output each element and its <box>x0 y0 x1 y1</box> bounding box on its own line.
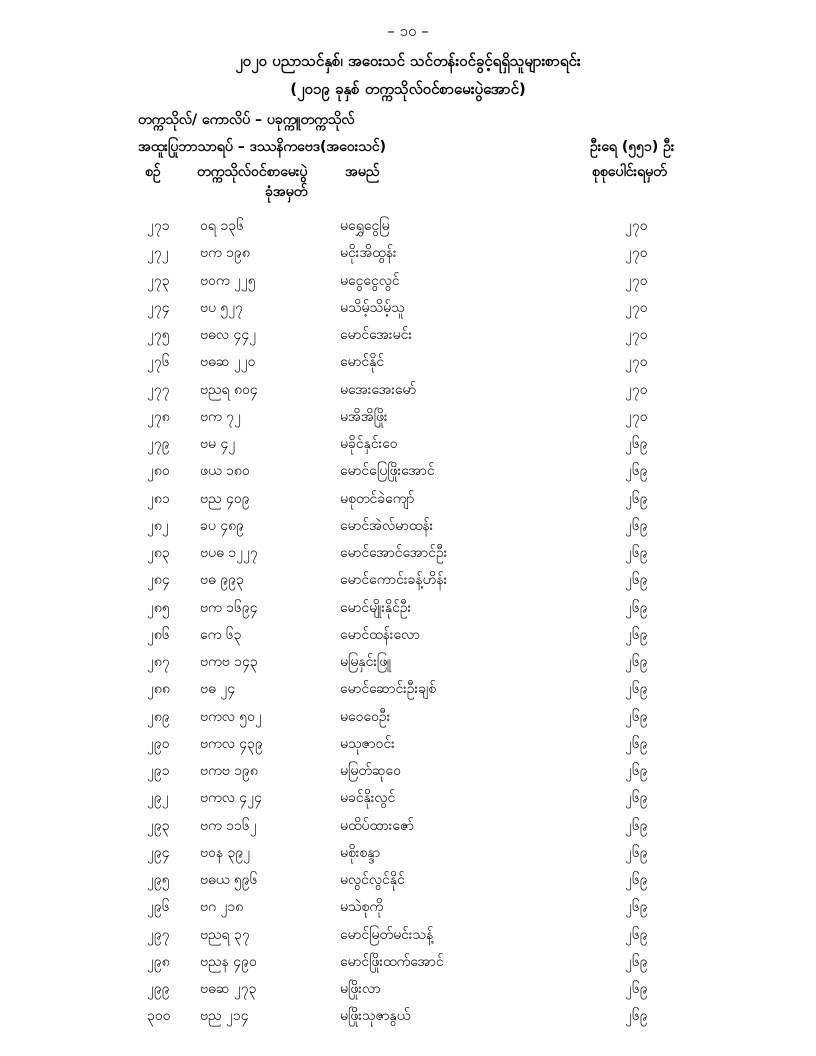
row-number: ၂၈၅ <box>147 599 170 616</box>
total-mark: ၂၆၉ <box>625 436 648 452</box>
total-mark: ၂၆၉ <box>625 517 648 534</box>
row-number: ၂၇၇ <box>147 381 170 398</box>
table-row <box>0 757 816 784</box>
roll-number: ဗကလ ၄၃၉ <box>200 735 263 752</box>
total-mark: ၂၇၀ <box>625 272 648 289</box>
table-row <box>0 376 816 403</box>
table-row <box>0 675 816 702</box>
total-mark: ၂၇၀ <box>625 299 648 316</box>
total-mark: ၂၇၀ <box>625 245 648 262</box>
table-row <box>0 321 816 348</box>
faculty-line: တက္ကသိုလ်/ ကောလိပ် – ပခုက္ကူတက္ကသိုလ် <box>138 112 355 128</box>
roll-number: ဝရ ၁၃၆ <box>200 218 244 234</box>
student-name: မောင်မြတ်မင်းသန့် <box>340 926 434 943</box>
row-number: ၂၉၀ <box>147 735 170 752</box>
row-number: ၂၈၄ <box>147 572 170 589</box>
roll-number: ဗဓဆ ၂၂၀ <box>200 354 256 371</box>
table-row <box>0 539 816 566</box>
roll-number: ဗကဗ ၁၄၃ <box>200 654 258 670</box>
row-number: ၂၉၈ <box>147 953 170 970</box>
roll-number: ဗကလ ၄၂၄ <box>200 790 262 807</box>
student-name: မောင်ထန်းလော <box>340 626 420 643</box>
total-mark: ၂၆၉ <box>625 981 648 997</box>
roll-number: ဗပဓ ၁၂၂၇ <box>200 545 258 561</box>
table-row <box>0 294 816 321</box>
table-row <box>0 948 816 975</box>
roll-number: ဗဝက ၂၂၅ <box>200 272 256 289</box>
table-row <box>0 621 816 648</box>
table-row <box>0 239 816 266</box>
student-name: မစုတင်ခဲကျော် <box>340 490 415 507</box>
total-mark: ၂၆၉ <box>625 735 648 752</box>
row-number: ၂၉၃ <box>147 817 170 834</box>
row-number: ၂၇၂ <box>147 245 169 262</box>
row-number: ၃၀၀ <box>147 1008 171 1025</box>
row-number: ၂၈၇ <box>147 654 170 670</box>
table-row <box>0 866 816 893</box>
row-number: ၂၈၁ <box>147 490 170 507</box>
row-number: ၂၉၂ <box>147 790 169 807</box>
total-mark: ၂၇၀ <box>625 354 648 371</box>
student-name: မခင်နိုးလွင် <box>340 790 396 807</box>
total-mark: ၂၇၀ <box>625 218 648 234</box>
roll-number: ဗညရ ၈၀၄ <box>200 381 258 398</box>
table-row <box>0 485 816 512</box>
student-name: မစိုးစန္ဒာ <box>340 844 381 861</box>
roll-number: ဗည ၂၁၄ <box>200 1008 249 1025</box>
student-name: မခိုင်နှင်းဝေ <box>340 436 398 452</box>
student-name: မမြတ်ဆုဝေ <box>340 763 401 779</box>
total-mark: ၂၆၉ <box>625 545 648 561</box>
table-row <box>0 212 816 239</box>
document-subtitle: (၂၀၁၉ ခုနှစ် တက္ကသိုလ်ဝင်စာမေးပွဲအောင်) <box>290 80 526 98</box>
row-number: ၂၈၉ <box>147 708 170 725</box>
table-row <box>0 839 816 866</box>
column-header-name: အမည် <box>345 164 380 180</box>
table-row <box>0 730 816 757</box>
total-mark: ၂၆၉ <box>625 763 648 779</box>
total-mark: ၂၆၉ <box>625 1008 648 1025</box>
total-mark: ၂၇၀ <box>625 381 648 398</box>
total-mark: ၂၆၉ <box>625 599 648 616</box>
roll-number: ဗက ၇၂ <box>200 408 241 425</box>
student-name: မောင်အေးမင်း <box>340 327 412 343</box>
total-mark: ၂၆၉ <box>625 872 648 888</box>
roll-number: ဗညရ ၃၇ <box>200 926 250 943</box>
total-mark: ၂၆၉ <box>625 681 648 698</box>
table-row <box>0 975 816 1002</box>
table-row <box>0 703 816 730</box>
table-row <box>0 893 816 920</box>
roll-number: ဗက ၁၉၈ <box>200 245 250 262</box>
total-count: ဦးရေ (၅၅၁) ဦး <box>590 139 675 155</box>
table-row <box>0 267 816 294</box>
table-row <box>0 921 816 948</box>
roll-number: ဗမ ၄၂ <box>200 436 236 452</box>
table-row <box>0 566 816 593</box>
roll-number: ဗက ၁၁၆၂ <box>200 817 257 834</box>
roll-number: ဗဓလ ၄၄၂ <box>200 327 257 343</box>
row-number: ၂၇၈ <box>147 408 170 425</box>
column-header-roll-sub: ခုံအမှတ် <box>265 184 308 200</box>
total-mark: ၂၇၀ <box>625 408 648 425</box>
column-header-no: စဉ် <box>145 164 161 180</box>
table-row <box>0 430 816 457</box>
row-number: ၂၈၆ <box>147 626 170 643</box>
document-title: ၂၀၂၀ ပညာသင်နှစ်၊ အဝေးသင် သင်တန်းဝင်ခွင့်ရရှိသူများစာရင်း <box>235 52 581 70</box>
department-line: အထူးပြုဘာသာရပ် – ဒဿနိကဗေဒ(အဝေးသင်) <box>138 139 386 155</box>
total-mark: ၂၆၉ <box>625 708 648 725</box>
page-number: – ၁၀ – <box>387 22 429 40</box>
total-mark: ၂၆၉ <box>625 926 648 943</box>
student-name: မောင်ဆောင်းဦးချစ် <box>340 681 437 698</box>
total-mark: ၂၆၉ <box>625 463 648 480</box>
roll-number: ဗပ ၅၂၇ <box>200 299 244 316</box>
table-row <box>0 403 816 430</box>
roll-number: ဗညန ၄၉၀ <box>200 953 257 970</box>
student-name: မထိပ်ထားဇော် <box>340 817 415 834</box>
roll-number: ဗကလ ၅၀၂ <box>200 708 262 725</box>
student-name: မလွင်လွင်နိုင် <box>340 872 405 888</box>
student-name: မငွေငွေလွင် <box>340 272 400 289</box>
student-name: မောင်ဖြိုးထက်အောင် <box>340 953 444 970</box>
roll-number: ဗဓ ၉၉၃ <box>200 572 244 589</box>
student-name: မောင်အောင်အောင်ဦး <box>340 545 448 561</box>
row-number: ၂၉၉ <box>147 981 170 997</box>
roll-number: ဗဓဆ ၂၇၃ <box>200 981 257 997</box>
student-name: မသဲစုကို <box>340 899 384 916</box>
roll-number: ဖယ ၁၈၀ <box>200 463 250 480</box>
table-row <box>0 512 816 539</box>
row-number: ၂၉၅ <box>147 872 170 888</box>
total-mark: ၂၆၉ <box>625 790 648 807</box>
total-mark: ၂၆၉ <box>625 626 648 643</box>
table-row <box>0 457 816 484</box>
row-number: ၂၇၁ <box>147 218 170 234</box>
student-name: မဖြိုးလာ <box>340 981 381 997</box>
row-number: ၂၈၂ <box>147 517 169 534</box>
student-name: မဝေဝေဦး <box>340 708 391 725</box>
row-number: ၂၇၉ <box>147 436 170 452</box>
total-mark: ၂၆၉ <box>625 490 648 507</box>
row-number: ၂၇၄ <box>147 299 170 316</box>
total-mark: ၂၆၉ <box>625 953 648 970</box>
roll-number: ကေ ၆၃ <box>200 626 242 643</box>
roll-number: ဗကဗ ၁၉၈ <box>200 763 258 779</box>
column-header-roll: တက္ကသိုလ်ဝင်စာမေးပွဲ <box>197 164 308 180</box>
column-header-mark: စုစုပေါင်းရမှတ် <box>592 164 667 180</box>
table-row <box>0 594 816 621</box>
student-name: မရွှေငွေမြ <box>340 218 390 234</box>
roll-number: ဗဂ ၂၁၈ <box>200 899 244 916</box>
student-name: မဖြိုးသုဇာနွယ် <box>340 1008 411 1025</box>
roll-number: ဗက ၁၆၉၄ <box>200 599 258 616</box>
row-number: ၂၈၀ <box>147 463 170 480</box>
row-number: ၂၇၅ <box>147 327 170 343</box>
row-number: ၂၈၃ <box>147 545 170 561</box>
roll-number: ဗဓ ၂၄ <box>200 681 236 698</box>
student-name: မအိအိဖြိုး <box>340 408 388 425</box>
student-name: မောင်မျိုးနိုင်ဦး <box>340 599 412 616</box>
table-row <box>0 348 816 375</box>
total-mark: ၂၆၉ <box>625 817 648 834</box>
student-name: မသုဇာဝင်း <box>340 735 395 752</box>
row-number: ၂၉၁ <box>147 763 170 779</box>
roll-number: ဗဝန ၃၉၂ <box>200 844 251 861</box>
row-number: ၂၈၈ <box>147 681 170 698</box>
roll-number: ခပ ၄၈၉ <box>200 517 245 534</box>
table-row <box>0 648 816 675</box>
row-number: ၂၇၆ <box>147 354 170 371</box>
total-mark: ၂၇၀ <box>625 327 648 343</box>
student-name: မငိုးအိထွန်း <box>340 245 397 262</box>
table-row <box>0 1002 816 1029</box>
row-number: ၂၉၇ <box>147 926 170 943</box>
row-number: ၂၉၄ <box>147 844 170 861</box>
row-number: ၂၇၃ <box>147 272 170 289</box>
student-list <box>0 212 816 1030</box>
student-name: မောင်နိုင် <box>340 354 385 371</box>
roll-number: ဗဓယ ၅၉၆ <box>200 872 258 888</box>
table-row <box>0 812 816 839</box>
total-mark: ၂၆၉ <box>625 899 648 916</box>
student-name: မောင်ပြေဖြိုးအောင် <box>340 463 435 480</box>
total-mark: ၂၆၉ <box>625 572 648 589</box>
student-name: မအေးအေးမော် <box>340 381 417 398</box>
student-name: မောင်အဲလ်မာထန်း <box>340 517 434 534</box>
total-mark: ၂၆၉ <box>625 844 648 861</box>
total-mark: ၂၆၉ <box>625 654 648 670</box>
student-name: မသိမ့်သိမ့်သူ <box>340 299 405 316</box>
roll-number: ဗည ၄၀၉ <box>200 490 250 507</box>
row-number: ၂၉၆ <box>147 899 170 916</box>
table-row <box>0 784 816 811</box>
student-name: မမြနှင်းဖြူ <box>340 654 392 670</box>
student-name: မောင်ကောင်းခန့်ဟိန်း <box>340 572 448 589</box>
